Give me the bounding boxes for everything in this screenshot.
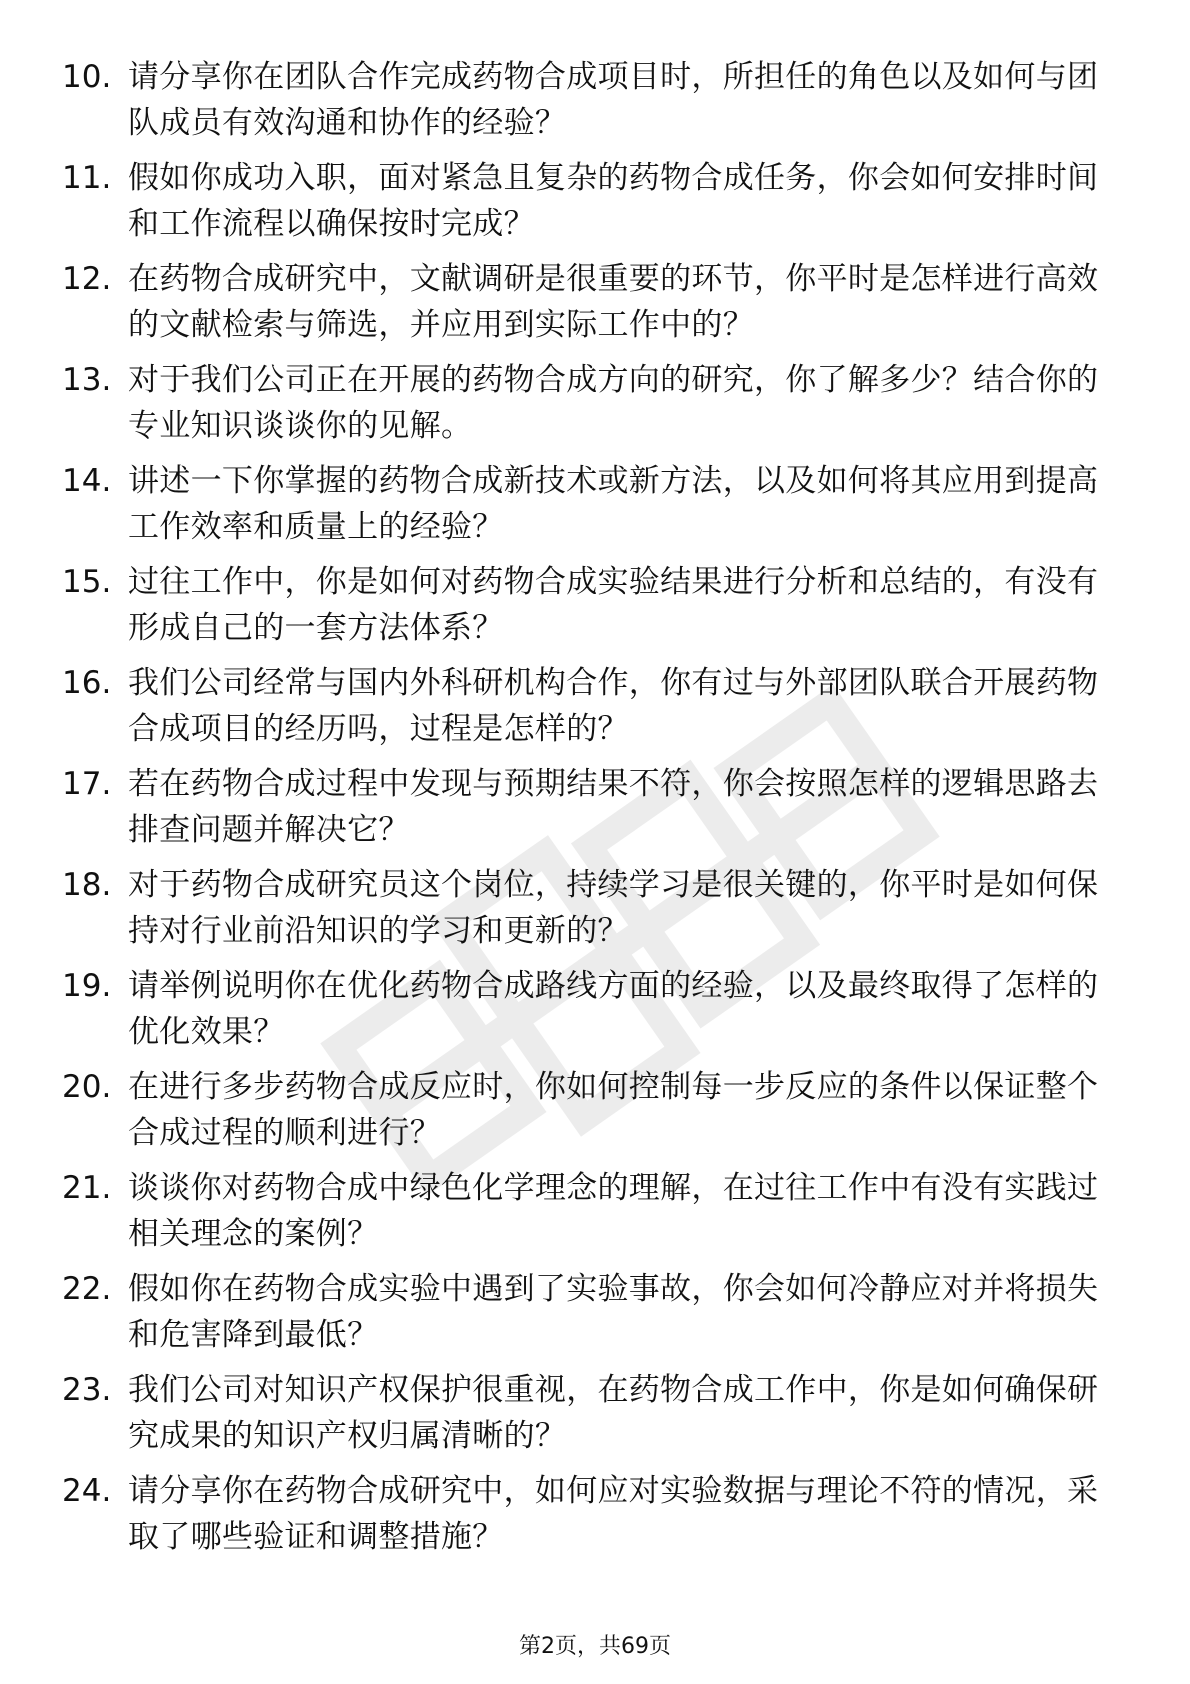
question-text: 假如你在药物合成实验中遇到了实验事故，你会如何冷静应对并将损失和危害降到最低？ bbox=[128, 1271, 1099, 1353]
list-item bbox=[0, 353, 1190, 454]
question-number: 24. bbox=[62, 1473, 112, 1509]
list-item bbox=[0, 1464, 1190, 1565]
list-item bbox=[0, 1060, 1190, 1161]
question-number: 11. bbox=[62, 160, 112, 196]
question-text: 讲述一下你掌握的药物合成新技术或新方法，以及如何将其应用到提高工作效率和质量上的经验？ bbox=[128, 463, 1099, 545]
list-item bbox=[0, 656, 1190, 757]
question-text: 我们公司经常与国内外科研机构合作，你有过与外部团队联合开展药物合成项目的经历吗，过程是怎样的？ bbox=[128, 665, 1099, 747]
question-number: 16. bbox=[62, 665, 112, 701]
question-number: 21. bbox=[62, 1170, 112, 1206]
question-number: 17. bbox=[62, 766, 112, 802]
question-text: 谈谈你对药物合成中绿色化学理念的理解，在过往工作中有没有实践过相关理念的案例？ bbox=[128, 1170, 1099, 1252]
question-text: 若在药物合成过程中发现与预期结果不符，你会按照怎样的逻辑思路去排查问题并解决它？ bbox=[128, 766, 1099, 848]
question-number: 20. bbox=[62, 1069, 112, 1105]
list-item bbox=[0, 757, 1190, 858]
list-item bbox=[0, 858, 1190, 959]
question-number: 19. bbox=[62, 968, 112, 1004]
list-item bbox=[0, 454, 1190, 555]
list-item bbox=[0, 50, 1190, 151]
question-text: 假如你成功入职，面对紧急且复杂的药物合成任务，你会如何安排时间和工作流程以确保按时完成？ bbox=[128, 160, 1099, 242]
question-text: 请分享你在团队合作完成药物合成项目时，所担任的角色以及如何与团队成员有效沟通和协作的经验？ bbox=[128, 59, 1099, 141]
question-number: 14. bbox=[62, 463, 112, 499]
question-text: 对于药物合成研究员这个岗位，持续学习是很关键的，你平时是如何保持对行业前沿知识的学习和更新的？ bbox=[128, 867, 1099, 949]
list-item bbox=[0, 959, 1190, 1060]
question-text: 过往工作中，你是如何对药物合成实验结果进行分析和总结的，有没有形成自己的一套方法体系？ bbox=[128, 564, 1099, 646]
question-number: 13. bbox=[62, 362, 112, 398]
question-number: 12. bbox=[62, 261, 112, 297]
question-number: 23. bbox=[62, 1372, 112, 1408]
question-text: 我们公司对知识产权保护很重视，在药物合成工作中，你是如何确保研究成果的知识产权归属清晰的？ bbox=[128, 1372, 1099, 1454]
question-number: 15. bbox=[62, 564, 112, 600]
question-number: 10. bbox=[62, 59, 112, 95]
list-item bbox=[0, 1363, 1190, 1464]
question-text: 在药物合成研究中，文献调研是很重要的环节，你平时是怎样进行高效的文献检索与筛选，并应用到实际工作中的？ bbox=[128, 261, 1099, 343]
question-number: 22. bbox=[62, 1271, 112, 1307]
question-list bbox=[0, 50, 1190, 1565]
question-text: 请举例说明你在优化药物合成路线方面的经验，以及最终取得了怎样的优化效果？ bbox=[128, 968, 1099, 1050]
question-number: 18. bbox=[62, 867, 112, 903]
question-text: 请分享你在药物合成研究中，如何应对实验数据与理论不符的情况，采取了哪些验证和调整措施？ bbox=[128, 1473, 1099, 1555]
list-item bbox=[0, 151, 1190, 252]
list-item bbox=[0, 252, 1190, 353]
list-item bbox=[0, 1262, 1190, 1363]
page-footer: 第2页，共69页 bbox=[519, 1634, 671, 1659]
question-text: 对于我们公司正在开展的药物合成方向的研究，你了解多少？结合你的专业知识谈谈你的见解。 bbox=[128, 362, 1099, 444]
list-item bbox=[0, 555, 1190, 656]
question-text: 在进行多步药物合成反应时，你如何控制每一步反应的条件以保证整个合成过程的顺利进行？ bbox=[128, 1069, 1099, 1151]
list-item bbox=[0, 1161, 1190, 1262]
